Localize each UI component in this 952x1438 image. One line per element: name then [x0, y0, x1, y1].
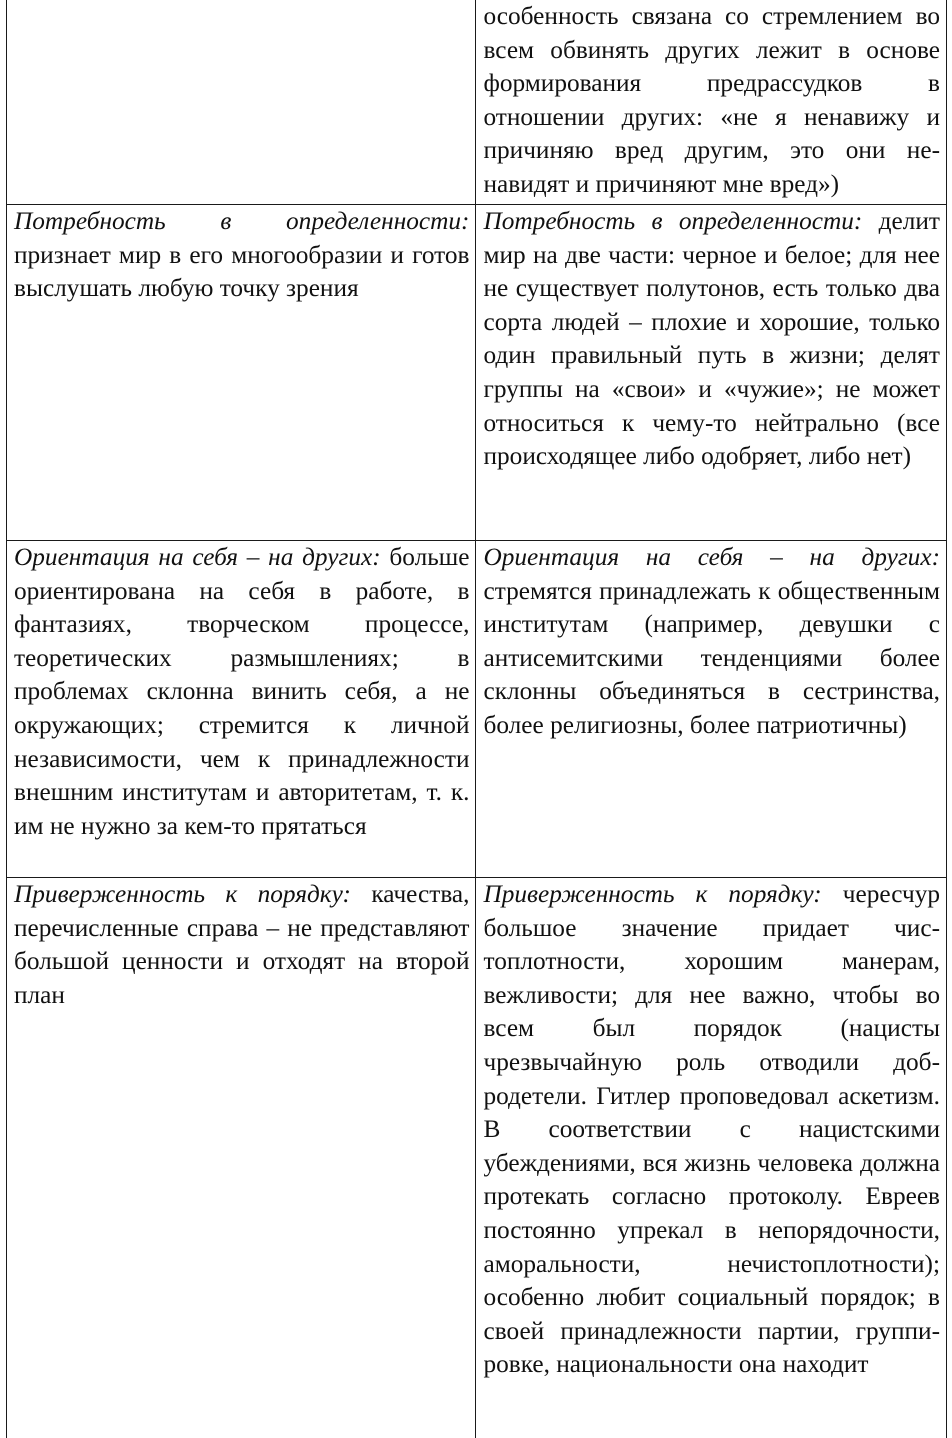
cell-text: признает мир в его многообразии и готов выслушать любую точку зрения: [14, 241, 469, 303]
table-row: [7, 878, 947, 1438]
table-cell-right: [476, 541, 947, 878]
cell-text: стремятся принадлежать к общественным институтам (например, девушки с антисемитскими тенденциями более склонны объединяться в сестринства, более религиозны, более патриотичны): [483, 577, 940, 739]
cell-text: качества, перечисленные справа – не представляют большой ценности и отходят на второй план: [14, 880, 469, 1009]
table-cell-left: [7, 0, 476, 205]
cell-lead: Приверженность к порядку:: [14, 880, 351, 908]
table-cell-left: [7, 878, 476, 1438]
comparison-table: [6, 0, 947, 1438]
table-cell-left: [7, 541, 476, 878]
table-row: [7, 0, 947, 205]
table-row: [7, 541, 947, 878]
cell-lead: Приверженность к порядку:: [483, 880, 821, 908]
cell-lead: Потребность в определенности:: [483, 207, 862, 235]
cell-text: больше ориентирована на себя в работе, в фантазиях, творческом процессе, теоретических размышлениях; в проблемах склонна винить себя, а не окружающих; стремится к личной независимости, чем к принадлежности внешним институтам и авторитетам, т. к. им не нужно за кем-то прятаться: [14, 543, 469, 840]
table-cell-right: [476, 205, 947, 541]
cell-lead: Потребность в определенности:: [14, 207, 469, 235]
table-row: [7, 205, 947, 541]
table-cell-left: [7, 205, 476, 541]
cell-text: чересчур большое значение придает чистоплотности, хорошим манерам, вежливости; для нее важно, чтобы во всем был порядок (нацисты чрезвычайную роль отводили добродетели. Гитлер проповедовал аскетизм. В соответствии с нацистскими убеждениями, вся жизнь человека должна протекать согласно протоколу. Евреев постоянно упрекал в непорядочности, аморальности, нечистоплотности); особенно любит социальный порядок; в своей принадлежности партии, группировке, национальности она находит: [483, 880, 940, 1378]
table-cell-right: [476, 0, 947, 205]
cell-lead: Ориентация на себя – на других:: [483, 543, 940, 571]
cell-lead: Ориентация на себя – на других:: [14, 543, 381, 571]
table-cell-right: [476, 878, 947, 1438]
cell-text: особенность связана со стремлением во всем обвинять других лежит в основе формирования предрассудков в отношении других: «не я ненавижу и причиняю вред другим, это они ненавидят и причиняют мне вред»): [483, 2, 940, 198]
cell-text: делит мир на две части: черное и белое; для нее не существует полутонов, есть только два сорта людей – плохие и хорошие, только один правильный путь в жизни; делят группы на «свои» и «чужие»; не может относиться к чему-то нейтрально (все происходящее либо одобряет, либо нет): [483, 207, 940, 470]
